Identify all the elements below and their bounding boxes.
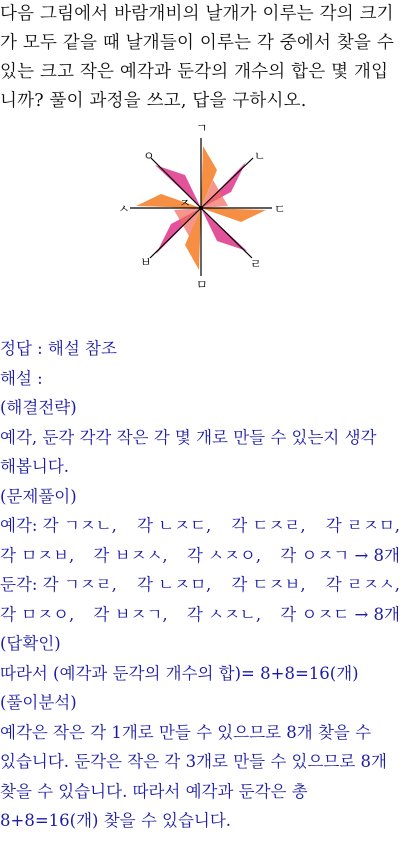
acute-item: 각 ㅇㅈㄱ → 8개 — [280, 545, 400, 565]
acute-item: 각 ㅁㅈㅂ, — [0, 545, 75, 565]
obtuse-list — [0, 570, 400, 600]
center-point — [199, 206, 203, 210]
question-line: 있는 크고 작은 예각과 둔각의 개수의 합은 몇 개입 — [0, 62, 389, 82]
answer-line: 정답 : 해설 참조 — [0, 339, 117, 358]
question-line: 가 모두 같을 때 날개들이 이루는 각 중에서 찾을 수 — [0, 33, 394, 53]
acute-list — [0, 511, 400, 541]
pinwheel-diagram — [110, 118, 292, 296]
acute-item: 각 ㄷㅈㄹ, — [231, 516, 306, 535]
label-top: ㄱ — [196, 121, 208, 135]
label-bottom-left: ㅂ — [140, 255, 152, 269]
label-right: ㄷ — [274, 202, 286, 216]
strategy-text: 예각, 둔각 각각 작은 각 몇 개로 만들 수 있는지 생각 — [0, 427, 377, 447]
obtuse-item: 둔각: 각 ㄱㅈㄹ, — [0, 575, 117, 594]
solution-title: (문제풀이) — [0, 486, 77, 506]
question-line: 다음 그림에서 바람개비의 날개가 이루는 각의 크기 — [0, 4, 394, 24]
analysis-text: 있습니다. 둔각은 작은 각 3개로 만들 수 있으므로 8개 — [0, 752, 387, 771]
obtuse-item: 각 ㅅㅈㄴ, — [186, 604, 262, 624]
obtuse-item: 각 ㄴㅈㅁ, — [137, 575, 212, 594]
acute-item: 각 ㄴㅈㄷ, — [137, 516, 212, 535]
strategy-title: (해결전략) — [0, 398, 77, 417]
acute-item: 예각: 각 ㄱㅈㄴ, — [0, 516, 117, 535]
analysis-text: 8+8=16(개) 찾을 수 있습니다. — [0, 811, 232, 830]
explanation-heading: 해설 : — [0, 368, 43, 388]
obtuse-list — [0, 600, 400, 630]
strategy-text: 해봅니다. — [0, 457, 70, 476]
label-top-right: ㄴ — [254, 149, 266, 163]
obtuse-item: 각 ㄹㅈㅅ, — [325, 575, 400, 594]
analysis-title: (풀이분석) — [0, 693, 77, 712]
obtuse-item: 각 ㅇㅈㄷ → 8개 — [280, 604, 400, 624]
obtuse-item: 각 ㅂㅈㄱ, — [93, 604, 168, 624]
obtuse-item: 각 ㅁㅈㅇ, — [0, 604, 75, 624]
answer-section — [0, 334, 400, 836]
analysis-text: 예각은 작은 각 1개로 만들 수 있으므로 8개 찾을 수 — [0, 722, 372, 742]
check-text: 따라서 (예각과 둔각의 개수의 합)= 8+8=16(개) — [0, 663, 359, 683]
obtuse-item: 각 ㄷㅈㅂ, — [231, 575, 306, 594]
label-center: ㅈ — [179, 196, 191, 210]
acute-item: 각 ㄹㅈㅁ, — [325, 516, 400, 535]
acute-item: 각 ㅅㅈㅇ, — [186, 545, 262, 565]
acute-list — [0, 541, 400, 571]
label-left: ㅅ — [118, 202, 130, 216]
acute-item: 각 ㅂㅈㅅ, — [93, 545, 168, 565]
label-bottom-right: ㄹ — [250, 257, 262, 271]
question-text — [0, 0, 400, 116]
label-top-left: ㅇ — [143, 149, 155, 163]
analysis-text: 찾을 수 있습니다. 따라서 예각과 둔각은 총 — [0, 781, 308, 801]
label-bottom: ㅁ — [196, 278, 208, 292]
check-title: (답확인) — [0, 634, 61, 653]
question-line: 니까? 풀이 과정을 쓰고, 답을 구하시오. — [0, 91, 307, 111]
